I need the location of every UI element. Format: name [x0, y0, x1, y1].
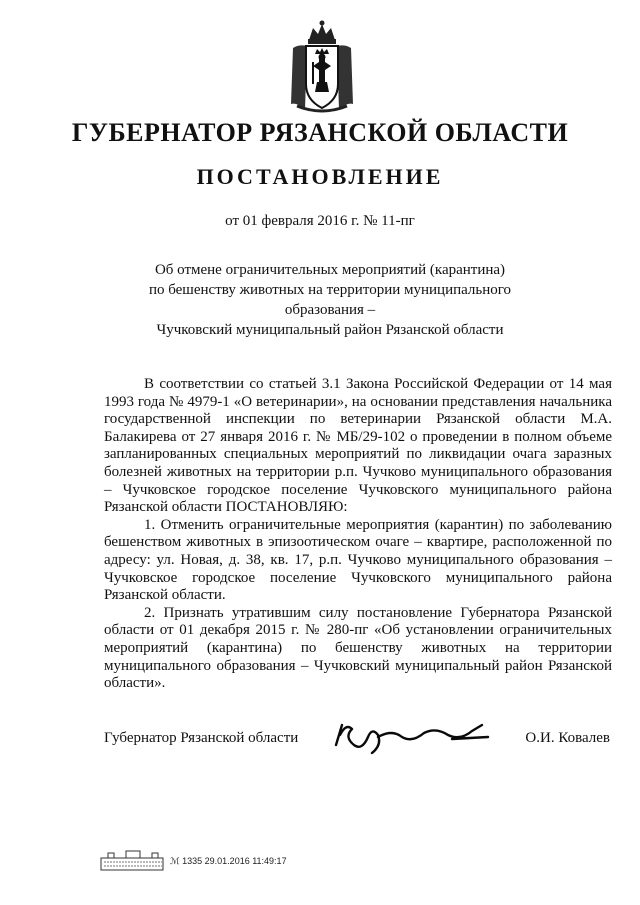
body-paragraph-preamble: В соответствии со статьей 3.1 Закона Российской Федерации от 14 мая 1993 года № 4979-1 «О ветеринарии», на основании представления начальника государственной инспекции по ветеринарии Рязанской области М.А. Балакирева от 27 января 2016 г. № МБ/29-102 о проведении в полном объеме запланированных специальных мероприятий по ликвидации очага заразных болезней животных на территории р.п. Чучково муниципального образования – Чучковское городское поселение Чучковского муниципального района Рязанской области ПОСТАНОВЛЯЮ:	[104, 376, 612, 516]
registration-mark-icon: ℳ	[170, 856, 180, 866]
body-paragraph-item-1: 1. Отменить ограничительные мероприятия (карантин) по заболеванию бешенством животных в эпизоотическом очаге – квартире, расположенной по адресу: ул. Новая, д. 38, кв. 17, р.п. Чучково муниципального образования – Чучковское городское поселение Чучковского муниципального района Рязанской области.	[104, 516, 612, 604]
registration-stamp-text	[170, 856, 287, 867]
signatory-position: Губернатор Рязанской области	[104, 730, 299, 746]
issuer-title: ГУБЕРНАТОР РЯЗАНСКОЙ ОБЛАСТИ	[71, 118, 569, 147]
body-paragraph-item-2: 2. Признать утратившим силу постановление Губернатора Рязанской области от 01 декабря 2015 г. № 280-пг «Об установлении ограничительных мероприятий (карантина) по бешенству животных на территории муниципального образования – Чучковский муниципальный район Рязанской области».	[104, 604, 612, 692]
document-subject	[110, 260, 550, 340]
subject-line: Об отмене ограничительных мероприятий (карантина)	[154, 262, 506, 278]
signatory-name: О.И. Ковалев	[525, 730, 610, 746]
coat-of-arms-emblem	[289, 18, 355, 116]
registration-number-datetime: 1335 29.01.2016 11:49:17	[182, 856, 287, 866]
registry-stamp-icon	[100, 850, 166, 872]
registration-footer	[100, 850, 400, 874]
document-type-title: ПОСТАНОВЛЕНИЕ	[196, 164, 444, 189]
date-and-number: от 01 февраля 2016 г. № 11-пг	[225, 213, 415, 229]
document-body	[104, 376, 612, 693]
subject-line: по бешенству животных на территории муниципального образования –	[148, 282, 512, 318]
signature-block	[104, 727, 612, 751]
subject-line: Чучковский муниципальный район Рязанской области	[156, 322, 504, 338]
handwritten-signature	[332, 715, 492, 757]
